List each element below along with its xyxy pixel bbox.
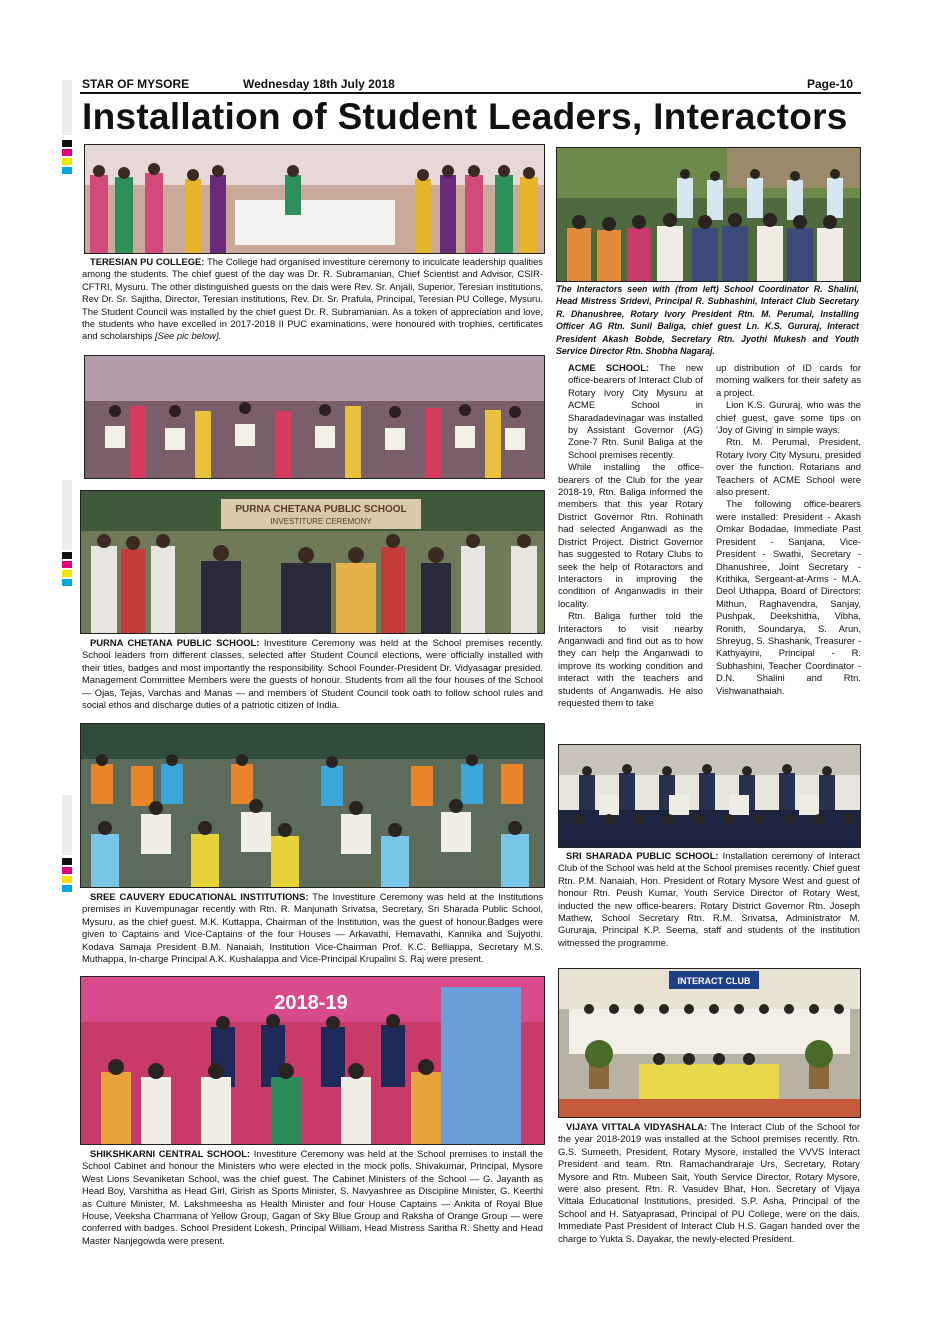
purna-banner-text: PURNA CHETANA PUBLIC SCHOOL xyxy=(235,504,407,515)
registration-mark xyxy=(62,140,72,147)
registration-mark xyxy=(62,561,72,568)
purna-caption xyxy=(82,637,543,711)
issue-date: Wednesday 18th July 2018 xyxy=(243,77,395,91)
registration-mark xyxy=(62,149,72,156)
shikshkarni-banner-text: 2018-19 xyxy=(274,992,348,1014)
registration-mark xyxy=(62,570,72,577)
shikshkarni-photo xyxy=(80,976,545,1145)
sree-cauvery-photo xyxy=(80,723,545,888)
acme-p7: The following office-bearers were installed: President - Akash Omkar Bodadae, Immediate Past President - Sanjana, Vice-President - Swathi, Secretary - Dhanushree, Joint Secretary - Krithika, Sergeant-at-Arms - M.A. Deol Uthappa, Board of Directors: Mithun, Raghavendra, Sanjay, Pushpak, Deekshitha, Vibha, Ronith, Soundarya, S. Arun, Shreyug, S. Shashank, Treasurer - Kathyayini, Principal - R. Subhashini, Teacher Coordinator - D.N. Shalini and Rtn. Vishwanathaiah. xyxy=(716,498,861,696)
margin-strip xyxy=(62,80,72,135)
paper-name: STAR OF MYSORE xyxy=(82,77,190,91)
vijaya-text: The Interact Club of the School for the year 2018-2019 was installed at the School premises recently. Rtn. G.S. Sumeeth, President, Rotary Mysore, installed the VVVS Interact President and team. Rtn. Ramachandraraje Urs, Secretary, Rotary Mysore and Rtn. Mubeen Sait, Youth Service Director, Rotary Mysore, were also present. Rtn. R. Vasudev Bhat, Hon. Secretary of Vijaya Vittala Educational Institutions, presided. S.P. Asha, Principal of the School and H. Satyaprasad, Principal of PU College, were on the dais. Immediate Past President of Interact Club H.S. Gagan handed over the charge to Yukta S. Dayakar, the newly-elected President. xyxy=(558,1121,860,1244)
vijaya-school-name: VIJAYA VITTALA VIDYASHALA: xyxy=(566,1121,707,1132)
teresian-caption xyxy=(82,256,543,343)
registration-mark xyxy=(62,858,72,865)
acme-interactors-photo xyxy=(556,147,861,282)
acme-p2: While installing the office-bearers of the Club for the year 2018-19, Rtn. Baliga informed the members that this year Rotary District Governor Rtn. Rohinath had selected Anganwadi as the District Project. District Governor has suggested to Rotary Clubs to seek the help of Rotaractors and Interactors in improving the condition of Anganwadis in their locality. xyxy=(558,461,703,609)
cauvery-caption xyxy=(82,891,543,965)
vijaya-banner-text: INTERACT CLUB xyxy=(677,976,751,986)
shikshkarni-caption xyxy=(82,1148,543,1247)
registration-mark xyxy=(62,158,72,165)
registration-mark xyxy=(62,885,72,892)
margin-strip xyxy=(62,480,72,550)
margin-strip xyxy=(62,795,72,855)
teresian-awardees-photo xyxy=(84,355,545,479)
shikshkarni-school-name: SHIKSHKARNI CENTRAL SCHOOL: xyxy=(90,1148,251,1159)
vijaya-vittala-photo xyxy=(558,968,861,1118)
registration-mark xyxy=(62,579,72,586)
page-headline: Installation of Student Leaders, Interactors xyxy=(82,96,848,137)
teresian-school-name: TERESIAN PU COLLEGE: xyxy=(90,256,205,267)
sharada-school-name: SRI SHARADA PUBLIC SCHOOL: xyxy=(566,850,719,861)
purna-text: Investiture Ceremony was held at the School premises recently. School leaders from different classes, selected after Student Council elections, were officially installed with their titles, badges and most importantly the responsibility. School Founder-President Dr. Vidyasagar presided. Management Committee Members were the guests of honour. Students from all the four houses of the School — Ojas, Tejas, Varchas and Manas — and members of Student Council took oath to follow school rules and social ethos and discharge duties of a patriotic citizen of India. xyxy=(82,637,543,711)
header-rule xyxy=(80,92,861,94)
registration-mark xyxy=(62,876,72,883)
teresian-group-photo xyxy=(84,144,545,254)
acme-article-col1 xyxy=(558,362,703,709)
see-pic-note: [See pic below]. xyxy=(154,330,222,342)
registration-mark xyxy=(62,867,72,874)
acme-p1: The new office-bearers of Interact Club of Rotary Ivory City Mysuru at ACME School in Sharadadevinagar was installed by Assistant Governor (AG) Zone-7 Rtn. Sunil Baliga at the School premises recently. xyxy=(568,362,703,460)
cauvery-text: The Investiture Ceremony was held at the Institutions premises in Kuvempunagar recently with Rtn. R. Manjunath Srivatsa, Secretary, Sri Sharada Public School, Mysuru, as the chief guest. M.K. Kuttappa, Chairman of the Institution, was the guest of honour.Badges were given to Captains and Vice-Captains of the four Houses — Arkavathi, Hemavathi, Kannika and Sujyothi. Kodava Samaja President B.M. Nanaiah, Institution Vice-Chairman Prof. K.C. Belliappa, Secretary M.S. Muthappa, In-charge Principal A.K. Kushalappa and Vice-Principal Krupalini S. Raj were present. xyxy=(82,891,544,965)
teresian-text: The College had organised investiture ceremony to inculcate leadership qualities among the students. The chief guest of the day was Dr. R. Subramanian, Chief Scientist and Advisor, CSIR- CFTRI, Mysuru. The other distinguished guests on the dais were Rev. Sr. Anjali, Superior, Teresian institutions, Rev Dr. Sr. Sajitha, Director, Teresian institutions, Rev. Dr. Sr. Prafula, Principal, Teresian PU College, Mysuru. The Student Council was installed by the chief guest Dr. R. Subramanian. As a token of appreciation and love, the students who have excelled in 2017-2018 II PUC examinations, were honoured with trophies, certificates and scholarships xyxy=(82,256,543,342)
registration-mark xyxy=(62,552,72,559)
acme-p5: Lion K.S. Gururaj, who was the chief guest, gave some tips on 'Joy of Giving' in simple ways. xyxy=(716,399,861,436)
purna-school-name: PURNA CHETANA PUBLIC SCHOOL: xyxy=(90,637,260,648)
acme-p3: Rtn. Baliga further told the Interactors to visit nearby Anganwadi and find out as to how they can help the Anganwadi to improve its working condition and interact with the teachers and students of Anganwadis. He also requested them to take xyxy=(558,610,703,708)
acme-p6: Rtn. M. Perumal, President, Rotary Ivory City Mysuru, presided over the function. Rotarians and Teachers of ACME School were also present. xyxy=(716,436,861,498)
registration-mark xyxy=(62,167,72,174)
sri-sharada-photo xyxy=(558,744,861,848)
acme-school-name: ACME SCHOOL: xyxy=(568,362,650,373)
sharada-caption xyxy=(558,850,860,949)
purna-chetana-photo xyxy=(80,490,545,634)
acme-article-col2 xyxy=(716,362,861,697)
acme-p4: up distribution of ID cards for morning walkers for their safety as a project. xyxy=(716,362,861,398)
purna-banner-subtext: INVESTITURE CEREMONY xyxy=(270,517,372,526)
vijaya-caption xyxy=(558,1121,860,1245)
page-number: Page-10 xyxy=(807,77,854,91)
interactors-caption: The Interactors seen with (from left) School Coordinator R. Shalini, Head Mistress Sridevi, Principal R. Subhashini, Interact Club Secretary R. Dhanushree, Rotary Ivory President Rtn. M. Perumal, Installing Officer AG Rtn. Sunil Baliga, chief guest Ln. K.S. Gururaj, Interact President Akash Bobde, Secretary Rtn. Jyothi Mukesh and Youth Service Director Rtn. Shobha Nagaraj. xyxy=(556,284,859,357)
cauvery-school-name: SREE CAUVERY EDUCATIONAL INSTITUTIONS: xyxy=(90,891,309,902)
sharada-text: Installation ceremony of Interact Club of the School was held at the School premises recently. Chief guest Rtn. P.M. Nanaiah, Hon. President of Rotary Mysore West and guest of honour Rtn. Peush Kumar, Youth Service Director of Rotary West, inducted the new office-bearers. Rotary District Governor Rtn. Joseph Mathew, School Secretary Rtn. R.M. Srivatsa, Administrator M. Gururaja, Principal K.P. Seema, staff and students of the institution witnessed the programme. xyxy=(558,850,861,948)
shikshkarni-text: Investiture Ceremony was held at the School premises to install the School Cabinet and honour the Ministers who were elected in the mock polls. Shivakumar, Principal, Mysore West Lions Sevaniketan School, was the chief guest. The Cabinet Ministers of the School — G. Jayanth as Head Boy, Varshitha as Head Girl, Girish as Sports Minister, S. Navyashree as Discipline Minister, G. Keerthi as Culture Minister, M. Lakshmeesha as Health Minister and four House Captains — Ankita of Royal Blue House, Veeksha Charmana of Yellow Group, Gagan of Sky Blue Group and Raksha of Orange Group — were conferred with badges. School President Lokesh, Principal William, Head Mistress Saritha R. Shetty and Head Master Nanjegowda were present. xyxy=(82,1148,543,1246)
